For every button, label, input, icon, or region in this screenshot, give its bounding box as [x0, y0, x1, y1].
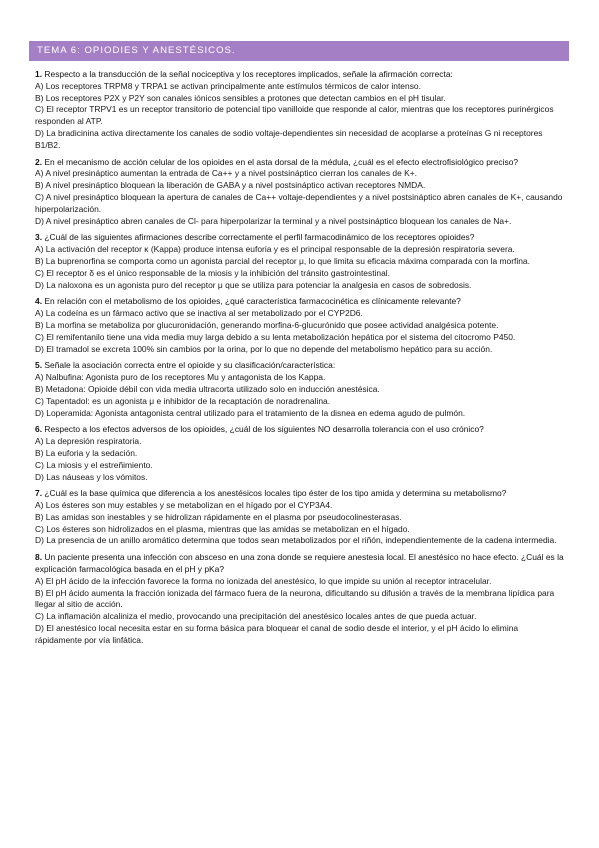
question-stem [35, 424, 566, 436]
question-list [35, 69, 566, 652]
option-d: D) Loperamida: Agonista antagonista central utilizado para el tratamiento de la disnea en edema agudo de pulmón. [35, 407, 466, 418]
option-c: C) A nivel presináptico bloquean la apertura de canales de Ca++ voltaje-dependientes y a nivel postsináptico abren canales de K+, causando hiperpolarización. [35, 191, 563, 214]
question-number: 1. [35, 69, 43, 79]
question-text: Respecto a la transducción de la señal nociceptiva y los receptores implicados, señale la afirmación correcta: [44, 69, 453, 79]
question-3 [35, 232, 566, 291]
option-d: D) El anestésico local necesita estar en su forma básica para bloquear el canal de sodio desde el interior, y el pH ácido lo elimina rápidamente por vía linfática. [35, 623, 519, 645]
question-7 [35, 488, 566, 547]
section-header: TEMA 6: OPIODIES Y ANESTÉSICOS. [29, 41, 569, 61]
question-number: 5. [35, 360, 43, 371]
question-text: ¿Cuál es la base química que diferencia a los anestésicos locales tipo éster de los tipo amida y determina su metabolismo? [44, 488, 507, 499]
question-number: 2. [35, 156, 43, 167]
question-text: Un paciente presenta una infección con absceso en una zona donde se requiere anestesia local. El anestésico no hace efecto. ¿Cuál es la explicación farmacológica basada en el pH y pKa? [35, 552, 564, 575]
option-a: A) El pH ácido de la infección favorece la forma no ionizada del anestésico, lo que impide su unión al receptor intracelular. [35, 575, 492, 586]
option-c: C) El receptor δ es el único responsable de la miosis y la inhibición del tránsito gastrointestinal. [35, 267, 391, 278]
option-b: B) La buprenorfina se comporta como un agonista parcial del receptor μ, lo que limita su eficacia máxima comparada con la morfina. [35, 255, 530, 266]
option-c: C) El remifentanilo tiene una vida media muy larga debido a su lenta metabolización hepática por el sistema del citocromo P450. [35, 331, 516, 342]
question-text: Respecto a los efectos adversos de los opioides, ¿cuál de los siguientes NO desarrolla tolerancia con el uso crónico? [44, 424, 484, 435]
question-number: 4. [35, 296, 43, 307]
option-a: A) Los ésteres son muy estables y se metabolizan en el hígado por el CYP3A4. [35, 500, 333, 511]
option-a: A) Los receptores TRPM8 y TRPA1 se activan principalmente ante estímulos térmicos de calor intenso. [35, 80, 421, 91]
question-4 [35, 296, 566, 355]
option-b: B) Los receptores P2X y P2Y son canales iónicos sensibles a protones que detectan cambios en el pH tisular. [35, 92, 446, 103]
question-stem [35, 232, 566, 244]
question-5 [35, 360, 566, 419]
question-stem [35, 69, 566, 81]
option-d: D) A nivel presináptico abren canales de Cl- para hiperpolarizar la terminal y a nivel postsináptico bloquean los canales de Na+. [35, 215, 512, 226]
option-a: A) La activación del receptor κ (Kappa) produce intensa euforia y es el principal responsable de la depresión respiratoria severa. [35, 244, 515, 255]
option-a: A) A nivel presináptico aumentan la entrada de Ca++ y a nivel postsináptico cierran los canales de K+. [35, 168, 418, 179]
question-stem [35, 360, 566, 372]
option-d: D) El tramadol se excreta 100% sin cambios por la orina, por lo que no depende del metabolismo hepático para su acción. [35, 343, 493, 354]
option-c: C) La miosis y el estreñimiento. [35, 459, 153, 470]
question-text: En relación con el metabolismo de los opioides, ¿qué característica farmacocinética es clínicamente relevante? [44, 296, 461, 307]
question-stem [35, 157, 566, 169]
option-a: A) La codeína es un fármaco activo que se inactiva al ser metabolizado por el CYP2D6. [35, 308, 363, 319]
question-8 [35, 552, 566, 646]
question-number: 7. [35, 488, 43, 499]
question-2 [35, 157, 566, 228]
option-a: A) Nalbufina: Agonista puro de los receptores Mu y antagonista de los Kappa. [35, 372, 326, 383]
option-d: D) La presencia de un anillo aromático determina que todos sean metabolizados por el riñón, independientemente de la cadena intermedia. [35, 535, 557, 546]
option-b: B) La morfina se metaboliza por glucuronidación, generando morfina-6-glucurónido que posee actividad analgésica potente. [35, 319, 499, 330]
option-c: C) La inflamación alcaliniza el medio, provocando una precipitación del anestésico locales antes de que pueda actuar. [35, 611, 477, 622]
question-stem [35, 488, 566, 500]
option-c: C) El receptor TRPV1 es un receptor transitorio de potencial tipo vanilloide que responde al calor, mientras que los receptores purinérgicos responden al ATP. [35, 104, 554, 127]
question-text: Señale la asociación correcta entre el opioide y su clasificación/característica: [44, 360, 336, 371]
option-d: D) Las náuseas y los vómitos. [35, 471, 148, 482]
option-b: B) Metadona: Opioide débil con vida media ultracorta utilizado solo en inducción anestésica. [35, 383, 380, 394]
question-text: ¿Cuál de las siguientes afirmaciones describe correctamente el perfil farmacodinámico de los receptores opioides? [44, 232, 475, 243]
option-b: B) La euforia y la sedación. [35, 447, 138, 458]
option-d: D) La naloxona es un agonista puro del receptor μ que se utiliza para potenciar la analgesia en casos de sobredosis. [35, 279, 472, 290]
option-b: B) Las amidas son inestables y se hidrolizan rápidamente en el plasma por pseudocolinesterasas. [35, 511, 402, 522]
question-1 [35, 69, 566, 152]
question-number: 8. [35, 552, 43, 563]
option-c: C) Los ésteres son hidrolizados en el plasma, mientras que las amidas se metabolizan en el hígado. [35, 523, 410, 534]
option-d: D) La bradicinina activa directamente los canales de sodio voltaje-dependientes sin necesidad de acoplarse a proteínas G ni receptores B1/B2. [35, 127, 543, 150]
question-text: En el mecanismo de acción celular de los opioides en el asta dorsal de la médula, ¿cuál es el efecto electrofisiológico preciso? [44, 156, 519, 167]
question-stem [35, 296, 566, 308]
option-c: C) Tapentadol: es un agonista μ e inhibidor de la recaptación de noradrenalina. [35, 395, 331, 406]
option-b: B) El pH ácido aumenta la fracción ionizada del fármaco fuera de la neurona, dificultando su difusión a través de la membrana lipídica para llegar al sitio de acción. [35, 587, 555, 610]
option-a: A) La depresión respiratoria. [35, 436, 142, 447]
question-6 [35, 424, 566, 483]
question-stem [35, 552, 566, 576]
option-b: B) A nivel presináptico bloquean la liberación de GABA y a nivel postsináptico activan receptores NMDA. [35, 180, 426, 191]
question-number: 3. [35, 232, 43, 243]
question-number: 6. [35, 424, 43, 435]
